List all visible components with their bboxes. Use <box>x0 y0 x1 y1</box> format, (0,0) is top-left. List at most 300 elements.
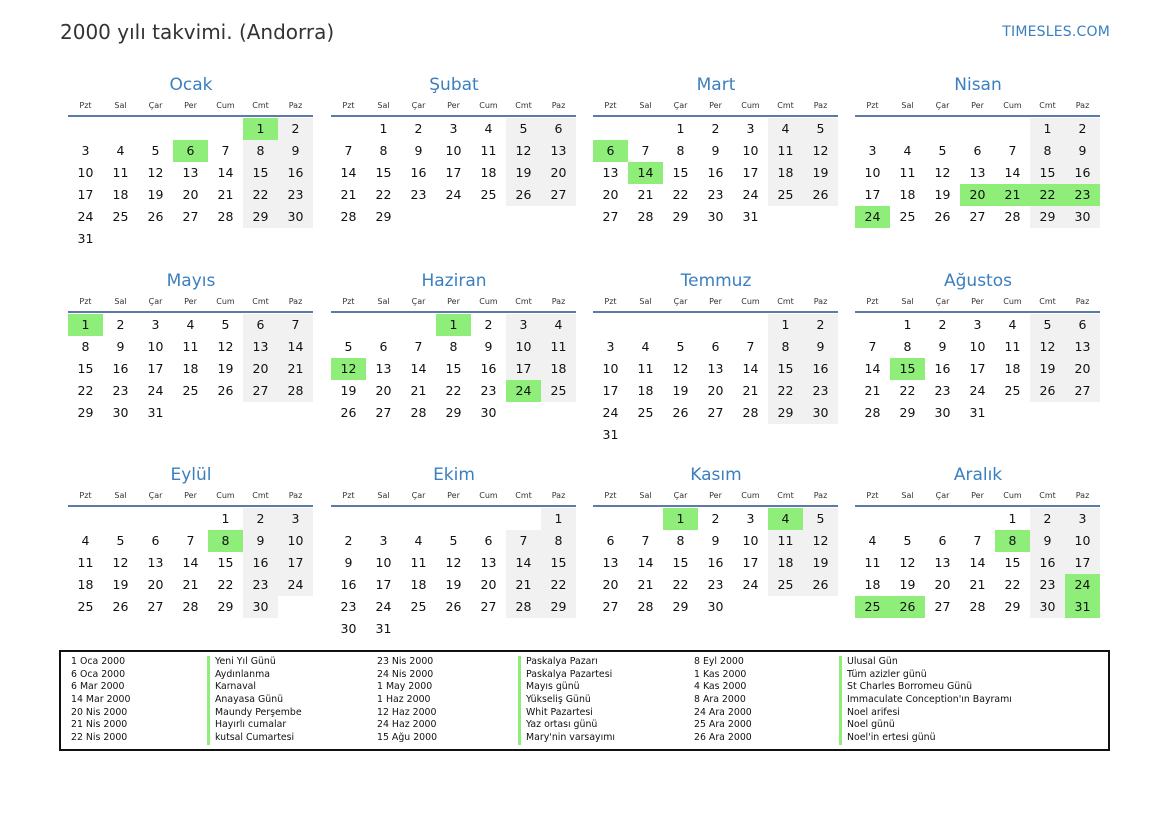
empty-cell <box>68 508 103 530</box>
empty-cell <box>401 314 436 336</box>
empty-cell <box>173 118 208 140</box>
empty-cell <box>366 508 401 530</box>
day-cell: 22 <box>243 184 278 206</box>
month-6 <box>331 269 577 424</box>
weekday-label: Pzt <box>866 297 879 306</box>
day-cell: 5 <box>1030 314 1065 336</box>
empty-cell <box>138 508 173 530</box>
empty-cell <box>208 402 243 424</box>
day-cell: 29 <box>375 209 392 224</box>
header-divider <box>593 505 838 507</box>
day-cell: 31 <box>969 405 986 420</box>
day-cell: 17 <box>602 383 619 398</box>
holiday-name-column <box>207 656 302 745</box>
empty-cell <box>541 206 576 228</box>
day-cell: 12 <box>803 530 838 552</box>
weekday-label: Cmt <box>1039 491 1056 500</box>
day-cell: 19 <box>803 162 838 184</box>
header-divider <box>331 505 576 507</box>
weekday-label: Cum <box>741 297 760 306</box>
holiday-name: Yükseliş Günü <box>518 694 615 707</box>
holiday-date: 8 Ara 2000 <box>694 694 746 706</box>
empty-cell <box>593 118 628 140</box>
day-cell: 23 <box>480 383 497 398</box>
empty-cell <box>506 618 541 640</box>
day-cell: 5 <box>938 143 947 158</box>
weekday-label: Çar <box>148 101 163 110</box>
day-cell: 25 <box>768 574 803 596</box>
weekday-header <box>68 100 314 112</box>
day-cell: 23 <box>410 187 427 202</box>
day-cell: 3 <box>868 143 877 158</box>
month-name: Mart <box>696 75 736 95</box>
holiday-date: 20 Nis 2000 <box>71 706 128 718</box>
day-cell: 25 <box>1004 383 1021 398</box>
day-cell: 21 <box>995 184 1030 206</box>
day-cell: 7 <box>414 339 423 354</box>
weekday-label: Pzt <box>79 491 92 500</box>
day-cell: 17 <box>278 552 313 574</box>
empty-cell <box>436 206 471 228</box>
weekday-label: Per <box>184 297 197 306</box>
day-cell: 20 <box>480 577 497 592</box>
day-cell: 28 <box>864 405 881 420</box>
day-cell: 25 <box>182 383 199 398</box>
day-cell: 2 <box>243 508 278 530</box>
header-divider <box>68 311 313 313</box>
header-divider <box>68 505 313 507</box>
day-cell: 22 <box>672 187 689 202</box>
empty-cell <box>436 508 471 530</box>
day-cell: 22 <box>541 574 576 596</box>
day-cell: 26 <box>803 574 838 596</box>
day-cell: 8 <box>768 336 803 358</box>
day-cell: 2 <box>116 317 125 332</box>
weekday-header <box>593 100 839 112</box>
header-divider <box>68 115 313 117</box>
weekday-label: Paz <box>813 101 828 110</box>
weekday-label: Per <box>709 297 722 306</box>
day-cell: 21 <box>182 577 199 592</box>
day-cell: 23 <box>278 184 313 206</box>
weekday-label: Çar <box>935 297 950 306</box>
holiday-name: Mary'nin varsayımı <box>518 732 615 745</box>
day-cell: 14 <box>628 162 663 184</box>
day-cell: 29 <box>243 206 278 228</box>
day-cell: 17 <box>77 187 94 202</box>
weekday-label: Çar <box>935 491 950 500</box>
day-cell: 25 <box>77 599 94 614</box>
empty-cell <box>663 424 698 446</box>
day-cell: 21 <box>969 577 986 592</box>
empty-cell <box>506 402 541 424</box>
site-logo-link[interactable]: TIMESLES.COM <box>1002 24 1110 40</box>
weekday-label: Çar <box>673 297 688 306</box>
empty-cell <box>208 228 243 250</box>
weekday-label: Sal <box>114 297 127 306</box>
holiday-name: Noel günü <box>839 719 1012 732</box>
day-cell: 10 <box>278 530 313 552</box>
day-cell: 30 <box>112 405 129 420</box>
month-1 <box>68 73 314 250</box>
page-title: 2000 yılı takvimi. (Andorra) <box>60 20 335 44</box>
day-cell: 1 <box>1008 511 1017 526</box>
day-cell: 18 <box>541 358 576 380</box>
day-cell: 9 <box>278 140 313 162</box>
day-cell: 10 <box>506 336 541 358</box>
day-cell: 3 <box>151 317 160 332</box>
empty-cell <box>855 118 890 140</box>
day-cell: 7 <box>278 314 313 336</box>
day-cell: 19 <box>803 552 838 574</box>
day-cell: 7 <box>868 339 877 354</box>
empty-cell <box>628 424 663 446</box>
day-cell: 28 <box>217 209 234 224</box>
holiday-date: 1 Haz 2000 <box>377 694 431 706</box>
day-cell: 15 <box>445 361 462 376</box>
day-cell: 26 <box>506 184 541 206</box>
holiday-list <box>59 650 1110 751</box>
empty-cell <box>890 118 925 140</box>
day-grid <box>855 508 1101 618</box>
day-cell: 28 <box>278 380 313 402</box>
empty-cell <box>925 508 960 530</box>
day-cell: 15 <box>541 552 576 574</box>
month-2 <box>331 73 577 228</box>
weekday-label: Paz <box>288 101 303 110</box>
day-cell: 19 <box>340 383 357 398</box>
day-cell: 29 <box>672 599 689 614</box>
day-cell: 19 <box>147 187 164 202</box>
empty-cell <box>960 118 995 140</box>
day-grid <box>855 314 1101 424</box>
day-cell: 13 <box>375 361 392 376</box>
day-cell: 16 <box>278 162 313 184</box>
day-cell: 4 <box>641 339 650 354</box>
day-cell: 13 <box>243 336 278 358</box>
empty-cell <box>506 206 541 228</box>
holiday-name-column <box>518 656 615 745</box>
day-cell: 5 <box>344 339 353 354</box>
weekday-label: Per <box>184 491 197 500</box>
day-cell: 22 <box>1004 577 1021 592</box>
day-cell: 9 <box>1030 530 1065 552</box>
day-cell: 3 <box>81 143 90 158</box>
holiday-name: Paskalya Pazarı <box>518 656 615 669</box>
holiday-date: 1 Kas 2000 <box>694 668 747 680</box>
day-grid <box>593 314 839 446</box>
holiday-date-column <box>71 656 130 745</box>
day-cell: 15 <box>375 165 392 180</box>
day-cell: 31 <box>375 621 392 636</box>
day-cell: 28 <box>742 405 759 420</box>
month-name: Ekim <box>433 465 475 485</box>
day-cell: 3 <box>278 508 313 530</box>
header-divider <box>855 311 1100 313</box>
day-cell: 15 <box>243 162 278 184</box>
day-cell: 9 <box>484 339 493 354</box>
day-cell: 1 <box>768 314 803 336</box>
empty-cell <box>768 596 803 618</box>
weekday-label: Cum <box>479 491 498 500</box>
weekday-label: Pzt <box>342 101 355 110</box>
day-cell: 16 <box>707 165 724 180</box>
empty-cell <box>628 314 663 336</box>
day-cell: 5 <box>676 339 685 354</box>
day-grid <box>331 508 577 640</box>
day-cell: 8 <box>1030 140 1065 162</box>
holiday-date: 24 Haz 2000 <box>377 719 437 731</box>
month-7 <box>593 269 839 446</box>
day-cell: 26 <box>890 596 925 618</box>
holiday-date: 6 Oca 2000 <box>71 668 126 680</box>
day-cell: 6 <box>938 533 947 548</box>
day-cell: 21 <box>410 383 427 398</box>
day-cell: 15 <box>890 358 925 380</box>
day-cell: 1 <box>68 314 103 336</box>
empty-cell <box>436 618 471 640</box>
day-cell: 4 <box>768 508 803 530</box>
day-cell: 26 <box>112 599 129 614</box>
day-cell: 17 <box>1065 552 1100 574</box>
month-name: Aralık <box>953 465 1003 485</box>
day-cell: 1 <box>903 317 912 332</box>
day-cell: 21 <box>340 187 357 202</box>
day-cell: 19 <box>934 187 951 202</box>
day-cell: 17 <box>445 165 462 180</box>
day-cell: 3 <box>506 314 541 336</box>
day-cell: 30 <box>340 621 357 636</box>
weekday-label: Cum <box>479 297 498 306</box>
month-5 <box>68 269 314 424</box>
day-cell: 23 <box>803 380 838 402</box>
day-cell: 24 <box>77 209 94 224</box>
day-cell: 20 <box>1065 358 1100 380</box>
day-cell: 16 <box>410 165 427 180</box>
month-name: Kasım <box>690 465 742 485</box>
day-cell: 3 <box>606 339 615 354</box>
empty-cell <box>995 118 1030 140</box>
day-cell: 24 <box>278 574 313 596</box>
weekday-label: Cmt <box>1039 101 1056 110</box>
day-cell: 13 <box>147 555 164 570</box>
month-11 <box>593 463 839 618</box>
day-cell: 29 <box>445 405 462 420</box>
holiday-date: 1 Oca 2000 <box>71 656 126 667</box>
day-cell: 9 <box>414 143 423 158</box>
holiday-name: Tüm azizler günü <box>839 669 1012 682</box>
holiday-date: 25 Ara 2000 <box>694 719 752 731</box>
day-cell: 16 <box>803 358 838 380</box>
holiday-date: 24 Nis 2000 <box>377 668 434 680</box>
weekday-label: Sal <box>377 101 390 110</box>
holiday-date: 22 Nis 2000 <box>71 732 128 744</box>
weekday-label: Per <box>971 101 984 110</box>
holiday-name: Mayıs günü <box>518 681 615 694</box>
month-name: Ocak <box>169 75 213 95</box>
day-cell: 30 <box>803 402 838 424</box>
day-cell: 28 <box>340 209 357 224</box>
day-cell: 17 <box>969 361 986 376</box>
day-cell: 14 <box>278 336 313 358</box>
day-cell: 28 <box>637 209 654 224</box>
day-cell: 2 <box>1065 118 1100 140</box>
empty-cell <box>103 228 138 250</box>
weekday-label: Sal <box>639 101 652 110</box>
empty-cell <box>331 508 366 530</box>
day-cell: 3 <box>1065 508 1100 530</box>
day-cell: 15 <box>672 555 689 570</box>
day-cell: 25 <box>768 184 803 206</box>
day-cell: 4 <box>186 317 195 332</box>
empty-cell <box>628 118 663 140</box>
weekday-label: Sal <box>377 297 390 306</box>
day-cell: 15 <box>1004 555 1021 570</box>
holiday-name: kutsal Cumartesi <box>207 732 302 745</box>
weekday-header <box>855 490 1101 502</box>
weekday-label: Sal <box>901 101 914 110</box>
day-cell: 16 <box>480 361 497 376</box>
empty-cell <box>173 228 208 250</box>
day-cell: 20 <box>960 184 995 206</box>
day-cell: 31 <box>602 427 619 442</box>
empty-cell <box>541 402 576 424</box>
day-cell: 31 <box>77 231 94 246</box>
day-cell: 6 <box>593 140 628 162</box>
day-cell: 24 <box>445 187 462 202</box>
day-cell: 18 <box>410 577 427 592</box>
day-cell: 12 <box>899 555 916 570</box>
empty-cell <box>855 314 890 336</box>
day-cell: 29 <box>768 402 803 424</box>
day-cell: 8 <box>449 339 458 354</box>
day-cell: 18 <box>768 552 803 574</box>
empty-cell <box>103 508 138 530</box>
empty-cell <box>506 508 541 530</box>
weekday-label: Paz <box>288 491 303 500</box>
holiday-date: 21 Nis 2000 <box>71 719 128 731</box>
day-grid <box>593 508 839 618</box>
day-cell: 20 <box>707 383 724 398</box>
day-cell: 16 <box>243 552 278 574</box>
empty-cell <box>803 206 838 228</box>
weekday-header <box>331 100 577 112</box>
day-cell: 10 <box>1065 530 1100 552</box>
weekday-label: Cum <box>1003 297 1022 306</box>
day-grid <box>68 118 314 250</box>
day-cell: 27 <box>1065 380 1100 402</box>
day-cell: 23 <box>112 383 129 398</box>
day-cell: 20 <box>541 162 576 184</box>
day-cell: 13 <box>602 165 619 180</box>
day-cell: 31 <box>742 209 759 224</box>
day-cell: 7 <box>1008 143 1017 158</box>
holiday-date: 12 Haz 2000 <box>377 706 437 718</box>
weekday-label: Cum <box>216 491 235 500</box>
empty-cell <box>803 596 838 618</box>
day-cell: 29 <box>899 405 916 420</box>
day-cell: 29 <box>217 599 234 614</box>
day-cell: 8 <box>208 530 243 552</box>
day-cell: 24 <box>1065 574 1100 596</box>
day-cell: 9 <box>344 555 353 570</box>
day-cell: 17 <box>742 165 759 180</box>
day-cell: 1 <box>221 511 230 526</box>
day-grid <box>68 508 314 618</box>
empty-cell <box>173 402 208 424</box>
empty-cell <box>208 118 243 140</box>
weekday-label: Cmt <box>515 491 532 500</box>
day-cell: 12 <box>147 165 164 180</box>
day-cell: 27 <box>541 184 576 206</box>
day-cell: 22 <box>375 187 392 202</box>
day-cell: 17 <box>506 358 541 380</box>
day-cell: 13 <box>602 555 619 570</box>
day-cell: 18 <box>112 187 129 202</box>
day-cell: 14 <box>742 361 759 376</box>
weekday-label: Cmt <box>777 491 794 500</box>
day-cell: 26 <box>1030 380 1065 402</box>
day-cell: 20 <box>602 577 619 592</box>
empty-cell <box>471 206 506 228</box>
day-cell: 21 <box>637 187 654 202</box>
empty-cell <box>803 424 838 446</box>
day-cell: 29 <box>1004 599 1021 614</box>
weekday-label: Sal <box>901 491 914 500</box>
day-cell: 26 <box>803 184 838 206</box>
weekday-label: Pzt <box>604 491 617 500</box>
weekday-label: Pzt <box>79 101 92 110</box>
weekday-label: Cmt <box>252 101 269 110</box>
day-cell: 6 <box>484 533 493 548</box>
weekday-label: Sal <box>901 297 914 306</box>
day-cell: 16 <box>1065 162 1100 184</box>
header-divider <box>593 115 838 117</box>
day-cell: 19 <box>217 361 234 376</box>
day-cell: 8 <box>81 339 90 354</box>
day-cell: 24 <box>375 599 392 614</box>
empty-cell <box>331 314 366 336</box>
day-cell: 14 <box>340 165 357 180</box>
weekday-label: Cum <box>1003 491 1022 500</box>
empty-cell <box>243 402 278 424</box>
day-cell: 7 <box>641 533 650 548</box>
day-cell: 1 <box>436 314 471 336</box>
holiday-name: Karnaval <box>207 681 302 694</box>
day-cell: 16 <box>707 555 724 570</box>
weekday-label: Cum <box>216 101 235 110</box>
holiday-date: 6 Mar 2000 <box>71 681 125 693</box>
weekday-label: Per <box>709 101 722 110</box>
day-cell: 13 <box>934 555 951 570</box>
day-cell: 28 <box>410 405 427 420</box>
weekday-label: Per <box>971 491 984 500</box>
day-cell: 4 <box>541 314 576 336</box>
day-cell: 19 <box>672 383 689 398</box>
header-divider <box>331 115 576 117</box>
weekday-label: Pzt <box>604 297 617 306</box>
month-12 <box>855 463 1101 618</box>
day-cell: 30 <box>1030 596 1065 618</box>
day-cell: 30 <box>934 405 951 420</box>
day-cell: 9 <box>711 533 720 548</box>
holiday-date: 4 Kas 2000 <box>694 681 747 693</box>
weekday-label: Cmt <box>777 101 794 110</box>
day-cell: 13 <box>1065 336 1100 358</box>
day-cell: 5 <box>151 143 160 158</box>
weekday-label: Cum <box>479 101 498 110</box>
day-cell: 2 <box>1030 508 1065 530</box>
